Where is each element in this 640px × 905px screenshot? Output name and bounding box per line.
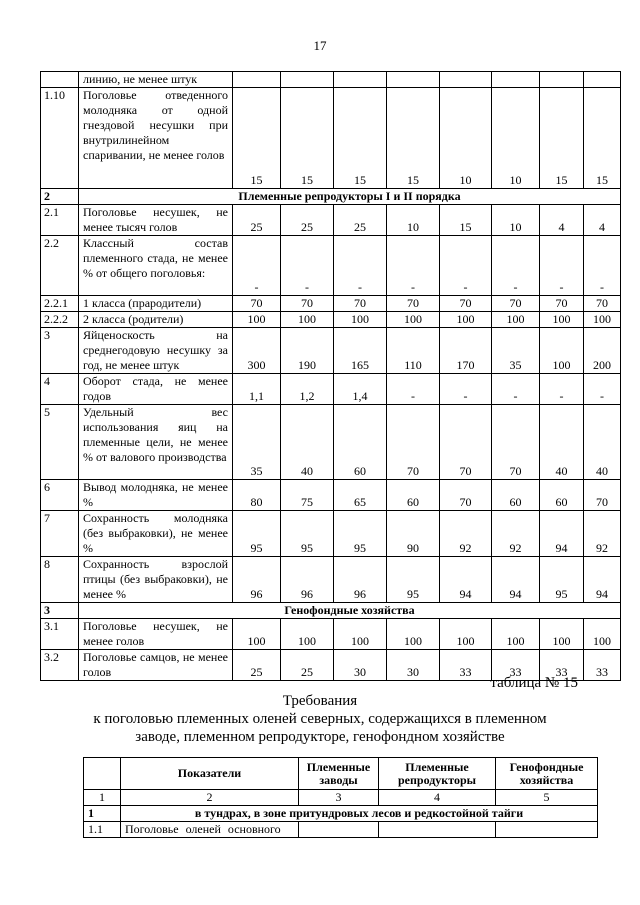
table-row: [41, 88, 621, 189]
value-cell: 100: [233, 619, 281, 650]
section-number: 3: [41, 603, 79, 619]
row-number: 5: [41, 405, 79, 480]
value-cell: 92: [440, 511, 492, 557]
indicator-label: Оборот стада, не менее годов: [79, 374, 233, 405]
row-number: 3.2: [41, 650, 79, 681]
row-number: 2.2.2: [41, 312, 79, 328]
value-cell: 35: [233, 405, 281, 480]
value-cell: -: [540, 374, 584, 405]
poultry-table-body: [41, 72, 621, 681]
reindeer-requirements-table: [83, 757, 598, 838]
indicator-label: Поголовье оленей основного: [121, 822, 299, 838]
value-cell: 110: [387, 328, 440, 374]
indicator-label: Яйценоскость на среднегодовую несушку за год, не менее штук: [79, 328, 233, 374]
indicator-label: Сохранность взрослой птицы (без выбраковки), не менее %: [79, 557, 233, 603]
value-cell: 70: [281, 296, 334, 312]
indicator-label: Вывод молодняка, не менее %: [79, 480, 233, 511]
indicator-label: Поголовье отведенного молодняка от одной гнездовой несушки при внутрилинейном спаривании, не менее голов: [79, 88, 233, 189]
value-cell: 40: [584, 405, 621, 480]
row-number: 4: [41, 374, 79, 405]
value-cell: 10: [492, 205, 540, 236]
value-cell: 1,2: [281, 374, 334, 405]
section-title: Генофондные хозяйства: [79, 603, 621, 619]
value-cell: 100: [540, 619, 584, 650]
value-cell: 15: [281, 88, 334, 189]
indicator-label: Удельный вес использования яиц на племенные цели, не менее % от валового производства: [79, 405, 233, 480]
value-cell: 30: [387, 650, 440, 681]
requirements-subtitle-line2: заводе, племенном репродукторе, генофондном хозяйстве: [135, 729, 505, 745]
value-cell: 95: [281, 511, 334, 557]
table-row: [84, 822, 598, 838]
value-cell: 95: [387, 557, 440, 603]
header-num-cell: [84, 758, 121, 790]
table-row: [41, 72, 621, 88]
table-row: [41, 511, 621, 557]
value-cell: -: [387, 374, 440, 405]
value-cell: -: [233, 236, 281, 296]
value-cell: 30: [334, 650, 387, 681]
poultry-requirements-table: [40, 71, 621, 681]
value-cell: 70: [492, 405, 540, 480]
value-cell: 70: [440, 480, 492, 511]
header-genepool-farms: Генофондные хозяйства: [496, 758, 598, 790]
header-breeding-plants: Племенные заводы: [299, 758, 379, 790]
value-cell: 94: [540, 511, 584, 557]
indicator-label: Сохранность молодняка (без выбраковки), не менее %: [79, 511, 233, 557]
value-cell: 25: [334, 205, 387, 236]
value-cell: 96: [233, 557, 281, 603]
value-cell: 165: [334, 328, 387, 374]
table-row: [41, 374, 621, 405]
value-cell: -: [387, 236, 440, 296]
value-cell: 70: [584, 480, 621, 511]
value-cell: 33: [492, 650, 540, 681]
value-cell: 1,1: [233, 374, 281, 405]
header-indicators: Показатели: [121, 758, 299, 790]
value-cell: -: [492, 236, 540, 296]
value-cell: 25: [233, 650, 281, 681]
section-row: [41, 603, 621, 619]
value-cell: 100: [584, 312, 621, 328]
value-cell: 80: [233, 480, 281, 511]
indicator-label: 2 класса (родители): [79, 312, 233, 328]
row-number: [41, 72, 79, 88]
value-cell: -: [440, 236, 492, 296]
value-cell: 65: [334, 480, 387, 511]
value-cell: -: [334, 236, 387, 296]
value-cell: 70: [440, 296, 492, 312]
value-cell: 4: [584, 205, 621, 236]
value-cell: 100: [281, 619, 334, 650]
value-cell: 1,4: [334, 374, 387, 405]
indicator-label: 1 класса (прародители): [79, 296, 233, 312]
requirements-subtitle-line1: к поголовью племенных оленей северных, содержащихся в племенном: [93, 711, 547, 727]
row-number: 6: [41, 480, 79, 511]
column-number: 2: [121, 790, 299, 806]
value-cell: 35: [492, 328, 540, 374]
value-cell: 95: [233, 511, 281, 557]
table-row: [41, 296, 621, 312]
value-cell: 94: [440, 557, 492, 603]
value-cell: -: [584, 374, 621, 405]
row-number: 1.1: [84, 822, 121, 838]
indicator-label: Поголовье самцов, не менее голов: [79, 650, 233, 681]
value-cell: -: [281, 236, 334, 296]
value-cell: 95: [540, 557, 584, 603]
table-row: [41, 405, 621, 480]
value-cell: 100: [440, 312, 492, 328]
value-cell: 100: [440, 619, 492, 650]
row-number: 3: [41, 328, 79, 374]
row-number: 7: [41, 511, 79, 557]
value-cell: 4: [540, 205, 584, 236]
section-row: [41, 189, 621, 205]
value-cell: 25: [281, 205, 334, 236]
section-title: Племенные репродукторы I и II порядка: [79, 189, 621, 205]
value-cell: 96: [281, 557, 334, 603]
value-cell: 15: [440, 205, 492, 236]
table-row: [41, 312, 621, 328]
value-cell: 25: [281, 650, 334, 681]
value-cell: 70: [387, 296, 440, 312]
value-cell: -: [540, 236, 584, 296]
column-number: 1: [84, 790, 121, 806]
value-cell: 300: [233, 328, 281, 374]
value-cell: 40: [281, 405, 334, 480]
value-cell: 10: [492, 88, 540, 189]
column-number: 3: [299, 790, 379, 806]
value-cell: 70: [334, 296, 387, 312]
value-cell: 170: [440, 328, 492, 374]
value-cell: 190: [281, 328, 334, 374]
value-cell: 40: [540, 405, 584, 480]
page-number: 17: [313, 38, 327, 53]
value-cell: 60: [334, 405, 387, 480]
value-cell: 95: [334, 511, 387, 557]
value-cell: 15: [334, 88, 387, 189]
value-cell: -: [584, 236, 621, 296]
value-cell: 200: [584, 328, 621, 374]
column-number: 4: [379, 790, 496, 806]
value-cell: 94: [584, 557, 621, 603]
table-row: [41, 619, 621, 650]
table-row: [41, 480, 621, 511]
value-cell: 70: [387, 405, 440, 480]
indicator-fragment: линию, не менее штук: [79, 72, 233, 88]
value-cell: 33: [440, 650, 492, 681]
value-cell: 100: [492, 312, 540, 328]
column-number-row: [84, 790, 598, 806]
value-cell: 70: [540, 296, 584, 312]
table-row: [41, 236, 621, 296]
row-number: 2.2: [41, 236, 79, 296]
indicator-label: Поголовье несушек, не менее тысяч голов: [79, 205, 233, 236]
indicator-label: Классный состав племенного стада, не менее % от общего поголовья:: [79, 236, 233, 296]
value-cell: 100: [387, 312, 440, 328]
table-row: [41, 205, 621, 236]
value-cell: 60: [492, 480, 540, 511]
value-cell: 94: [492, 557, 540, 603]
value-cell: 70: [440, 405, 492, 480]
value-cell: 33: [540, 650, 584, 681]
value-cell: -: [440, 374, 492, 405]
value-cell: 15: [387, 88, 440, 189]
value-cell: 90: [387, 511, 440, 557]
row-number: 1.10: [41, 88, 79, 189]
value-cell: 100: [540, 312, 584, 328]
value-cell: 10: [387, 205, 440, 236]
value-cell: -: [492, 374, 540, 405]
table-row: [41, 557, 621, 603]
value-cell: 70: [492, 296, 540, 312]
value-cell: 100: [492, 619, 540, 650]
value-cell: 100: [334, 619, 387, 650]
indicator-label: Поголовье несушек, не менее голов: [79, 619, 233, 650]
value-cell: 25: [233, 205, 281, 236]
value-cell: 92: [492, 511, 540, 557]
table-row: [41, 328, 621, 374]
value-cell: 75: [281, 480, 334, 511]
value-cell: 96: [334, 557, 387, 603]
value-cell: 92: [584, 511, 621, 557]
requirements-title: Требования: [282, 693, 358, 709]
section-row: [84, 806, 598, 822]
value-cell: 100: [281, 312, 334, 328]
value-cell: 100: [334, 312, 387, 328]
header-breeding-reproducers: Племенные репродукторы: [379, 758, 496, 790]
section-number: 2: [41, 189, 79, 205]
value-cell: 70: [233, 296, 281, 312]
value-cell: 100: [540, 328, 584, 374]
value-cell: 60: [540, 480, 584, 511]
row-number: 3.1: [41, 619, 79, 650]
row-number: 2.1: [41, 205, 79, 236]
section-number: 1: [84, 806, 121, 822]
value-cell: 100: [387, 619, 440, 650]
value-cell: 33: [584, 650, 621, 681]
row-number: 2.2.1: [41, 296, 79, 312]
value-cell: 100: [584, 619, 621, 650]
header-row: [84, 758, 598, 790]
row-number: 8: [41, 557, 79, 603]
section-title: в тундрах, в зоне притундровых лесов и редкостойной тайги: [121, 806, 598, 822]
value-cell: 15: [233, 88, 281, 189]
value-cell: 15: [540, 88, 584, 189]
value-cell: 60: [387, 480, 440, 511]
column-number: 5: [496, 790, 598, 806]
value-cell: 70: [584, 296, 621, 312]
value-cell: 15: [584, 88, 621, 189]
value-cell: 100: [233, 312, 281, 328]
table-caption: таблица № 15: [490, 675, 578, 691]
value-cell: 10: [440, 88, 492, 189]
